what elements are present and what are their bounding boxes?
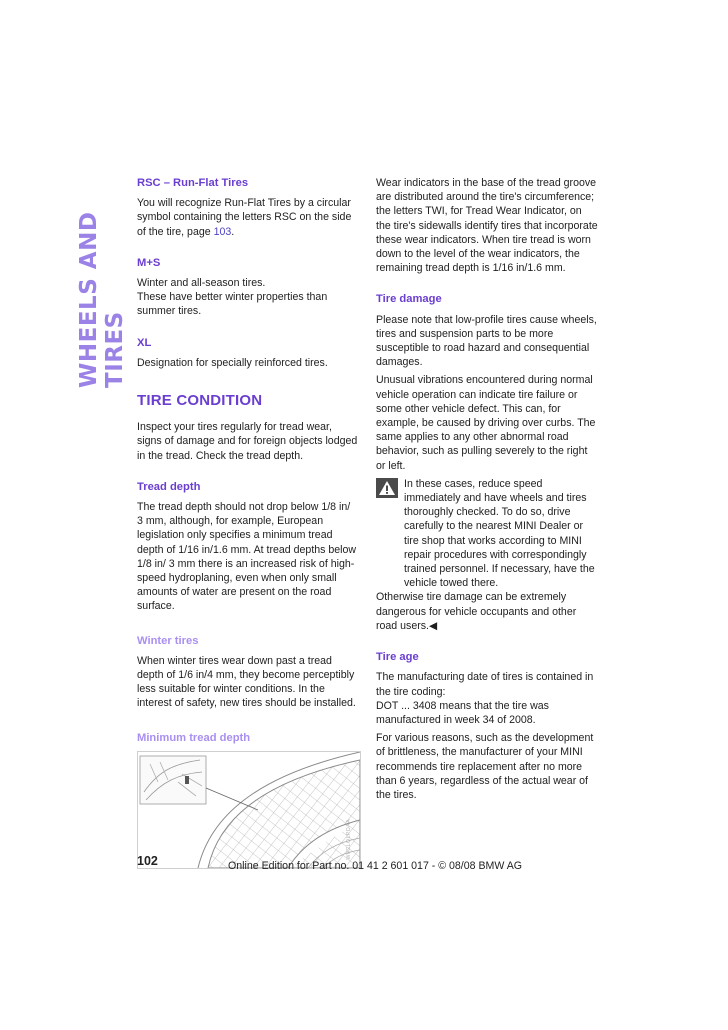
tire-age-heading: Tire age	[376, 651, 419, 664]
ms-line2: These have better winter properties than summer tires.	[137, 291, 328, 318]
end-mark: ◀	[429, 619, 438, 632]
tire-damage-p2: Unusual vibrations encountered during normal vehicle operation can indicate tire failure or some other vehicle defect. This can, for example, be caused by driving over curbs. The same applies to any other abnormal road behavior, such as pulling severely to the right or left.	[376, 374, 596, 472]
xl-heading: XL	[137, 336, 152, 349]
tread-depth-heading: Tread depth	[137, 480, 201, 493]
tire-condition-heading: TIRE CONDITION	[137, 392, 263, 410]
xl-text: Designation for specially reinforced tires.	[137, 356, 328, 369]
left-column	[137, 176, 359, 869]
wear-indicators-text: Wear indicators in the base of the tread groove are distributed around the tire's circumference; the letters TWI, for Tread Wear Indicator, on the tire's sidewalls identify tires that incorporate these wear indicators. When tire tread is worn down to the level of the wear indicators, the remaining tread depth is 1/16 in/1.6 mm.	[376, 177, 598, 275]
tire-age-p3: For various reasons, such as the development of brittleness, the manufacturer of your MINI recommends tire replacement after no more than 6 years, regardless of the actual wear of the tires.	[376, 732, 594, 801]
warning-text-continued: Otherwise tire damage can be extremely dangerous for vehicle occupants and other road users.◀	[376, 591, 577, 632]
tire-condition-text: Inspect your tires regularly for tread wear, signs of damage and for foreign objects lodged in the tread. Check the tread depth.	[137, 421, 358, 462]
section-side-title: WHEELS AND TIRES	[76, 211, 128, 388]
ms-heading: M+S	[137, 256, 161, 269]
tread-depth-text: The tread depth should not drop below 1/8 in/ 3 mm, although, for example, European legislation only specifies a minimum tread depth of 1/16 in/1.6 mm. At tread depths below 1/8 in/ 3 mm there is an increased risk of high-speed hydroplaning, even when only small amounts of water are present on the road surface.	[137, 501, 357, 613]
page-link[interactable]: 103	[213, 225, 232, 238]
warning-triangle-icon	[376, 478, 398, 498]
edition-notice: Online Edition for Part no. 01 41 2 601 017 - © 08/08 BMW AG	[228, 860, 523, 872]
tire-drawing	[138, 752, 360, 868]
warning-block	[376, 477, 598, 591]
rsc-heading: RSC – Run-Flat Tires	[137, 177, 249, 189]
page-number: 102	[137, 854, 158, 868]
rsc-text: You will recognize Run-Flat Tires by a circular symbol containing the letters RSC on the side of the tire, page 103.	[137, 197, 352, 238]
tire-damage-p1: Please note that low-profile tires cause wheels, tires and suspension parts to be more susceptible to road hazard and consequential damages.	[376, 313, 597, 369]
ms-line1: Winter and all-season tires.	[137, 277, 266, 290]
right-column	[376, 176, 598, 806]
min-tread-heading: Minimum tread depth	[137, 731, 251, 744]
tire-age-p2: DOT ... 3408 means that the tire was manufactured in week 34 of 2008.	[376, 699, 549, 726]
winter-tires-heading: Winter tires	[137, 634, 199, 647]
tread-depth-illustration	[137, 751, 361, 869]
tire-damage-heading: Tire damage	[376, 293, 442, 306]
figure-code: W0CLOLPDAA	[345, 819, 352, 860]
warning-text: In these cases, reduce speed immediately and have wheels and tires thoroughly checked. To do so, drive carefully to the nearest MINI Dealer or tire shop that works according to MINI repair procedures with correspondingly trained personnel. If necessary, have the vehicle towed there.	[404, 477, 595, 590]
winter-tires-text: When winter tires wear down past a tread depth of 1/6 in/4 mm, they become perceptibly less suitable for winter conditions. In the interest of safety, new tires should be installed.	[137, 654, 356, 710]
tire-age-p1: The manufacturing date of tires is contained in the tire coding:	[376, 671, 594, 698]
